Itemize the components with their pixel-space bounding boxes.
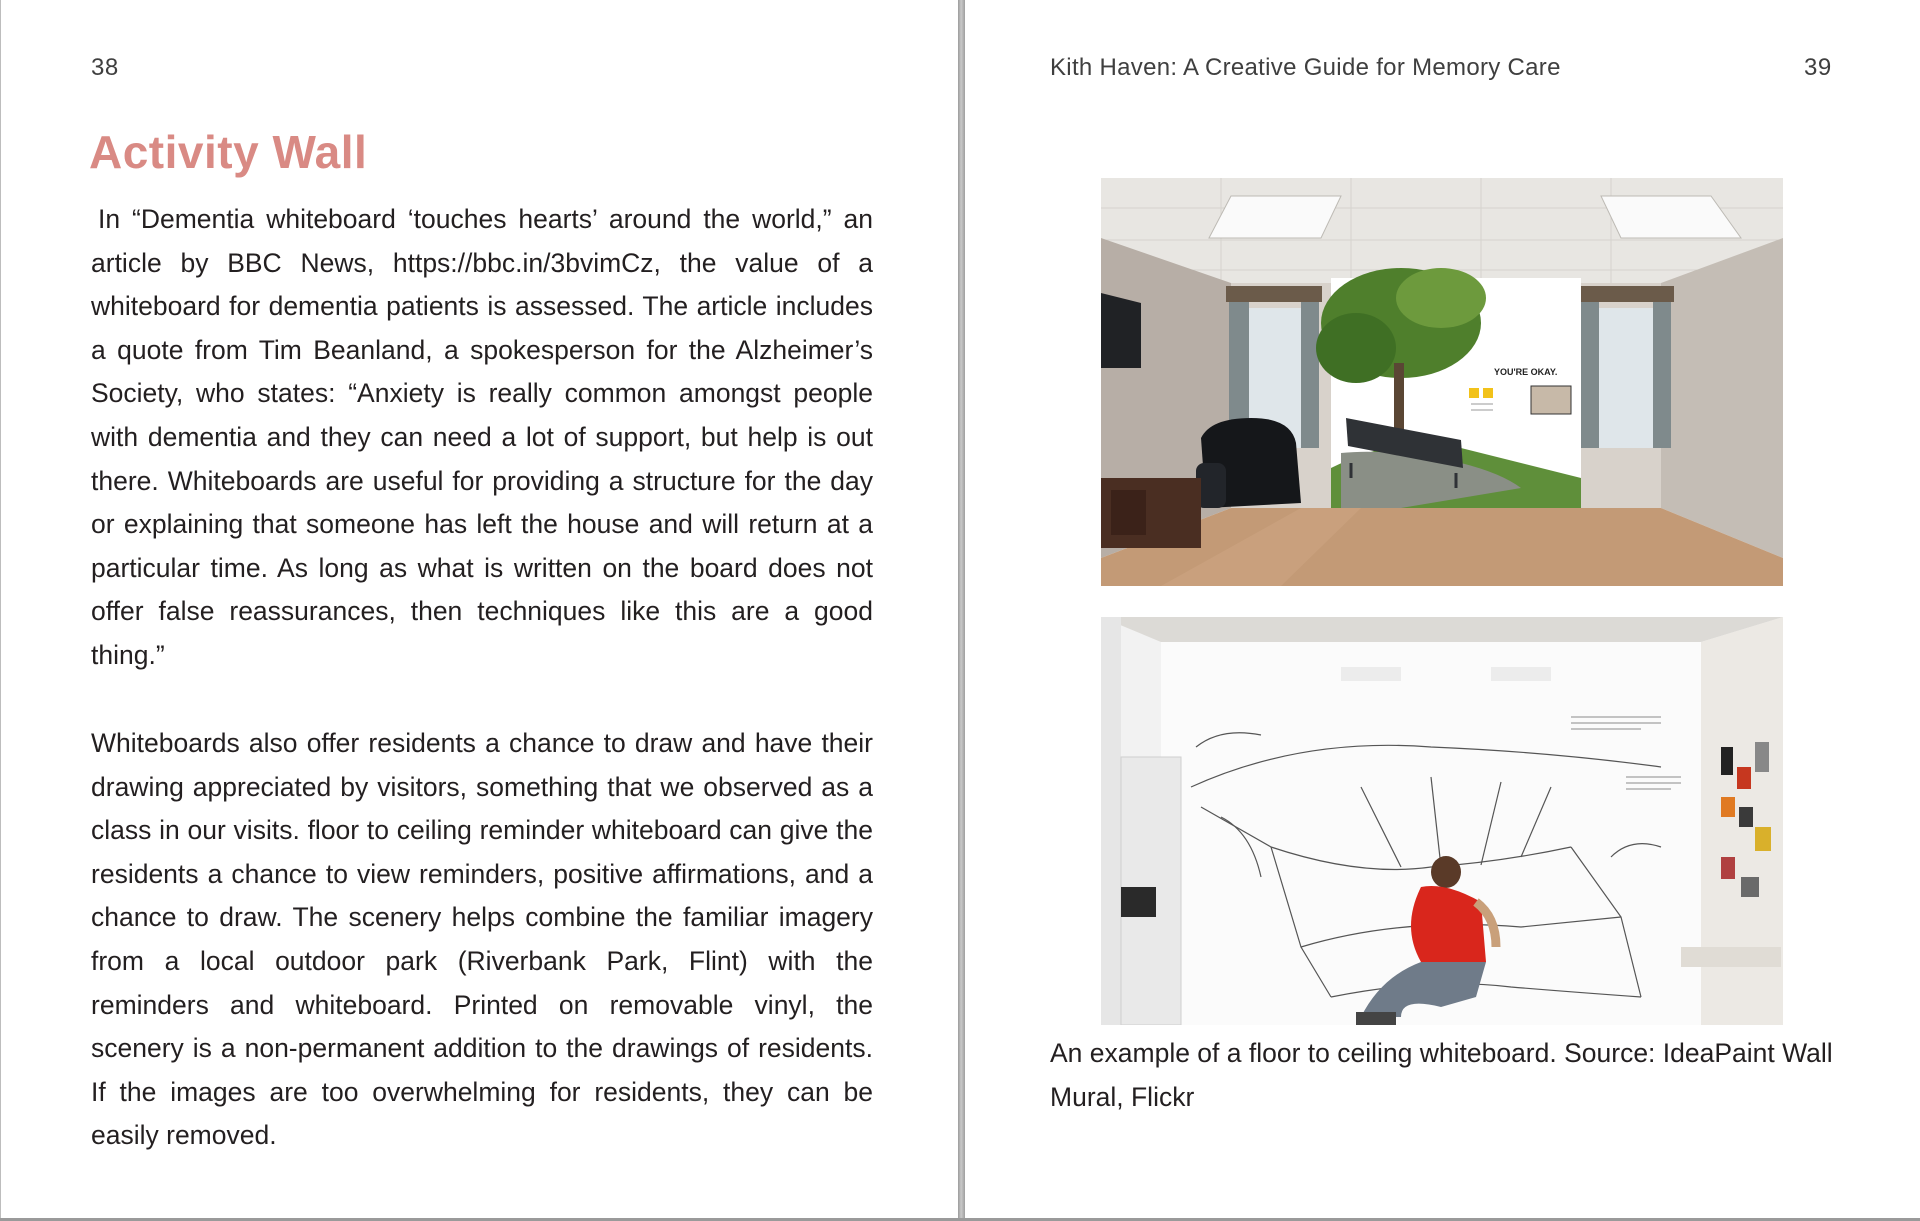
book-gutter bbox=[958, 0, 965, 1221]
right-page-number: 39 bbox=[1804, 54, 1832, 81]
left-page-number: 38 bbox=[91, 54, 119, 81]
section-heading: Activity Wall bbox=[89, 126, 368, 178]
room-mural-photo bbox=[1101, 178, 1783, 586]
figure-caption: An example of a floor to ceiling whiteboard. Source: IdeaPaint Wall Mural, Flickr bbox=[1050, 1038, 1833, 1112]
left-page bbox=[0, 0, 961, 1218]
body-paragraph-2: Whiteboards also offer residents a chance to draw and have their drawing appreciated by visitors, something that we observed as a class in our visits. floor to ceiling reminder whiteboard can give the residents a chance to view reminders, positive affirmations, and a chance to draw. The scenery helps combine the familiar imagery from a local outdoor park (Riverbank Park, Flint) with the reminders and whiteboard. Printed on removable vinyl, the scenery is a non-permanent addition to the drawings of residents. If the images are too overwhelming for residents, they can be easily removed. bbox=[91, 728, 873, 1151]
running-header: Kith Haven: A Creative Guide for Memory Care bbox=[1050, 54, 1561, 81]
whiteboard-drawing-photo bbox=[1101, 617, 1783, 1025]
body-paragraph-1: In “Dementia whiteboard ‘touches hearts’ around the world,” an article by BBC News, https://bbc.in/3bvimCz, the value of a whiteboard for dementia patients is assessed. The article includes a quote from Tim Beanland, a spokesperson for the Alzheimer’s Society, who states: “Anxiety is really common amongst people with dementia and they can need a lot of support, but help is out there. Whiteboards are useful for providing a structure for the day or explaining that someone has left the house and will return at a particular time. As long as what is written on the board does not offer false reassurances, then techniques like this are a good thing.” bbox=[91, 204, 873, 670]
svg-text:YOU'RE OKAY.: YOU'RE OKAY. bbox=[1494, 367, 1558, 377]
